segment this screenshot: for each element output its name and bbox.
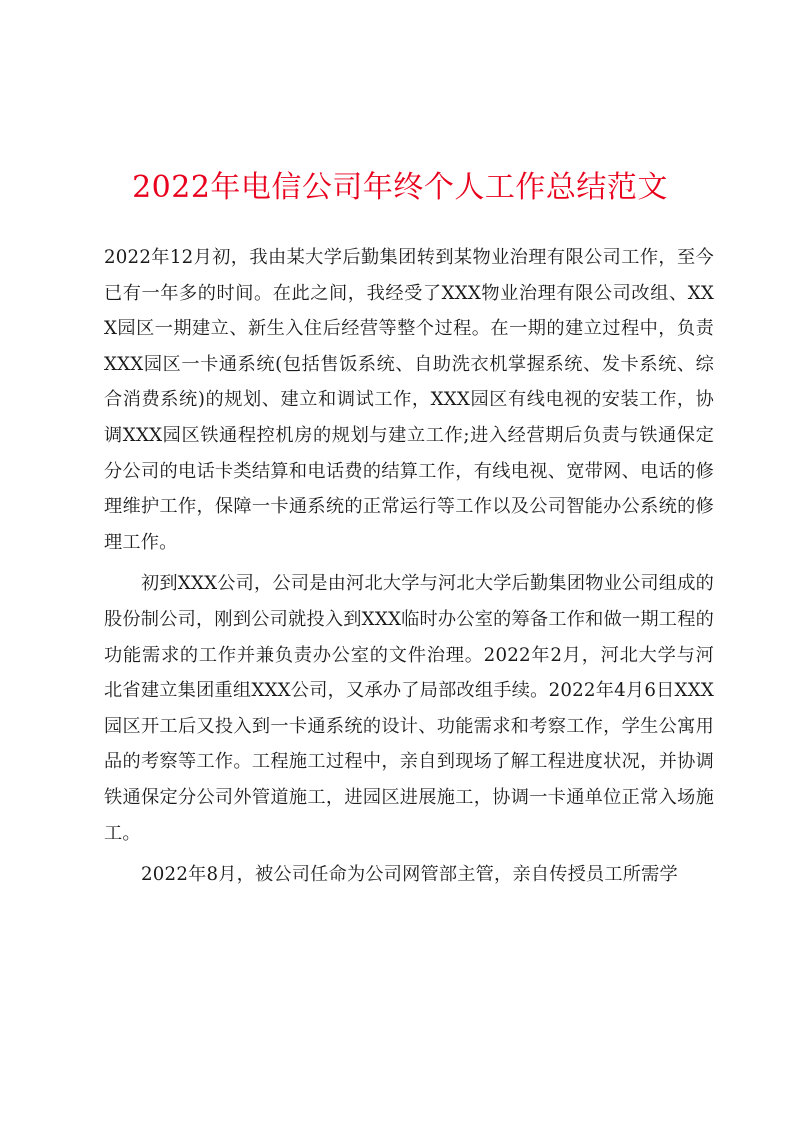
paragraph-2: 初到XXX公司，公司是由河北大学与河北大学后勤集团物业公司组成的股份制公司，刚到公司就投入到XXX临时办公室的筹备工作和做一期工程的功能需求的工作并兼负责办公室的文件治理。2022年2月，河北大学与河北省建立集团重组XXX公司，又承办了局部改组手续。2022年4月6日XXX园区开工后又投入到一卡通系统的设计、功能需求和考察工作，学生公寓用品的考察等工作。工程施工过程中，亲自到现场了解工程进度状况，并协调铁通保定分公司外管道施工，进园区进展施工，协调一卡通单位正常入场施工。 [104,573,714,844]
document-body [104,240,714,893]
paragraph-3: 2022年8月，被公司任命为公司网管部主管，亲自传授员工所需学 [141,864,678,886]
document-title: 2022年电信公司年终个人工作总结范文 [132,170,668,205]
paragraph-1: 2022年12月初，我由某大学后勤集团转到某物业治理有限公司工作，至今已有一年多的时间。在此之间，我经受了XXX物业治理有限公司改组、XXX园区一期建立、新生入住后经营等整个过程。在一期的建立过程中，负责XXX园区一卡通系统(包括售饭系统、自助洗衣机掌握系统、发卡系统、综合消费系统)的规划、建立和调试工作，XXX园区有线电视的安装工作，协调XXX园区铁通程控机房的规划与建立工作;进入经营期后负责与铁通保定分公司的电话卡类结算和电话费的结算工作，有线电视、宽带网、电话的修理维护工作，保障一卡通系统的正常运行等工作以及公司智能办公系统的修理工作。 [104,247,714,553]
